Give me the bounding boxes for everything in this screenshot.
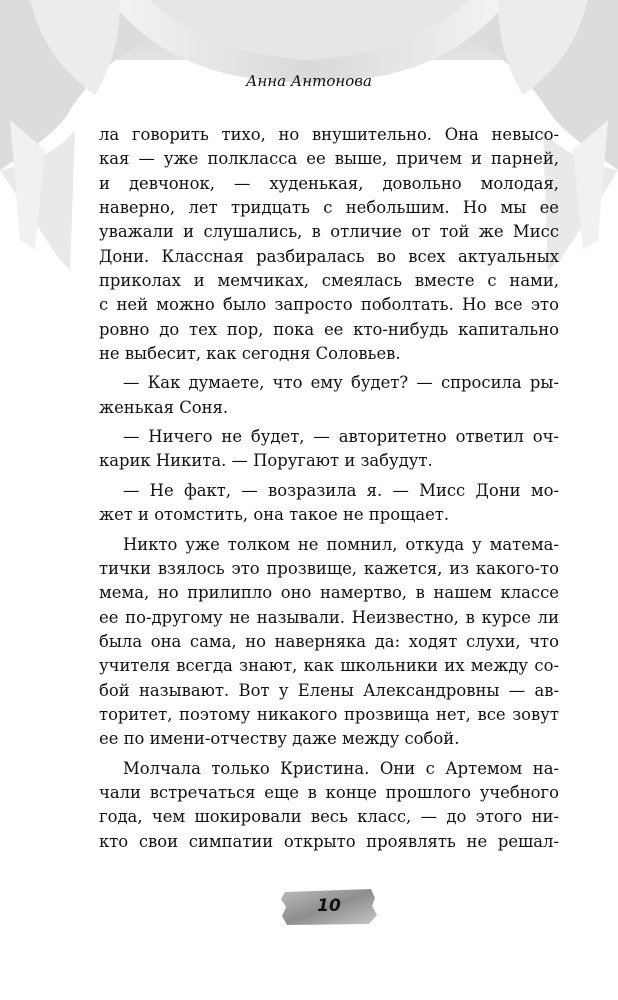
text-line: — Ничего не будет, — авторитетно ответил оч- (123, 427, 559, 447)
text-line: Молчала только Кристина. Они с Артемом на- (123, 758, 559, 778)
text-line: — Не факт, — возразила я. — Мисс Дони мо- (123, 480, 559, 500)
text-line: с ней можно было запросто поболтать. Но все это (99, 295, 559, 315)
text-line: жет и отомстить, она такое не прощает. (99, 505, 450, 525)
text-line: кто свои симпатии открыто проявлять не решал- (99, 831, 559, 851)
text-line: чали встречаться еще в конце прошлого учебного (99, 782, 559, 802)
text-line: тички взялось это прозвище, кажется, из какого-то (99, 558, 559, 578)
text-line: кая — уже полкласса ее выше, причем и парней, (99, 149, 559, 169)
text-line: мема, но прилипло оно намертво, в нашем классе (99, 583, 559, 603)
text-line: Никто уже толком не помнил, откуда у матема- (123, 534, 559, 554)
text-line: ее по имени-отчеству даже между собой. (99, 729, 460, 749)
text-line: учителя всегда знают, как школьники их между со- (99, 656, 559, 676)
text-line: — Как думаете, что ему будет? — спросила ры- (123, 373, 559, 393)
text-line: года, чем шокировали весь класс, — до этого ни- (99, 807, 559, 827)
text-line: и девчонок, — худенькая, довольно молодая, (99, 173, 559, 193)
text-line: не выбесит, как сегодня Соловьев. (99, 344, 401, 364)
text-line: была она сама, но наверняка да: ходят слухи, что (99, 631, 559, 651)
text-line: ее по-другому не называли. Неизвестно, в курсе ли (99, 607, 559, 627)
text-line: женькая Соня. (99, 397, 229, 417)
text-line: карик Никита. — Поругают и забудут. (99, 451, 433, 471)
text-line: торитет, поэтому никакого прозвища нет, все зовут (99, 704, 559, 724)
body-text (99, 123, 559, 854)
text-line: Дони. Классная разбиралась во всех актуальных (99, 246, 559, 266)
text-line: ровно до тех пор, пока ее кто-нибудь капитально (99, 319, 559, 339)
text-line: уважали и слушались, в отличие от той же Мисс (99, 222, 559, 242)
text-line: ла говорить тихо, но внушительно. Она невысо- (99, 125, 559, 144)
text-line: наверно, лет тридцать с небольшим. Но мы ее (99, 198, 559, 218)
text-line: приколах и мемчиках, смеялась вместе с нами, (99, 271, 559, 291)
text-line: бой называют. Вот у Елены Александровны — ав- (99, 680, 559, 700)
running-header: Анна Антонова (246, 72, 372, 90)
page-number: 10 (317, 896, 341, 916)
